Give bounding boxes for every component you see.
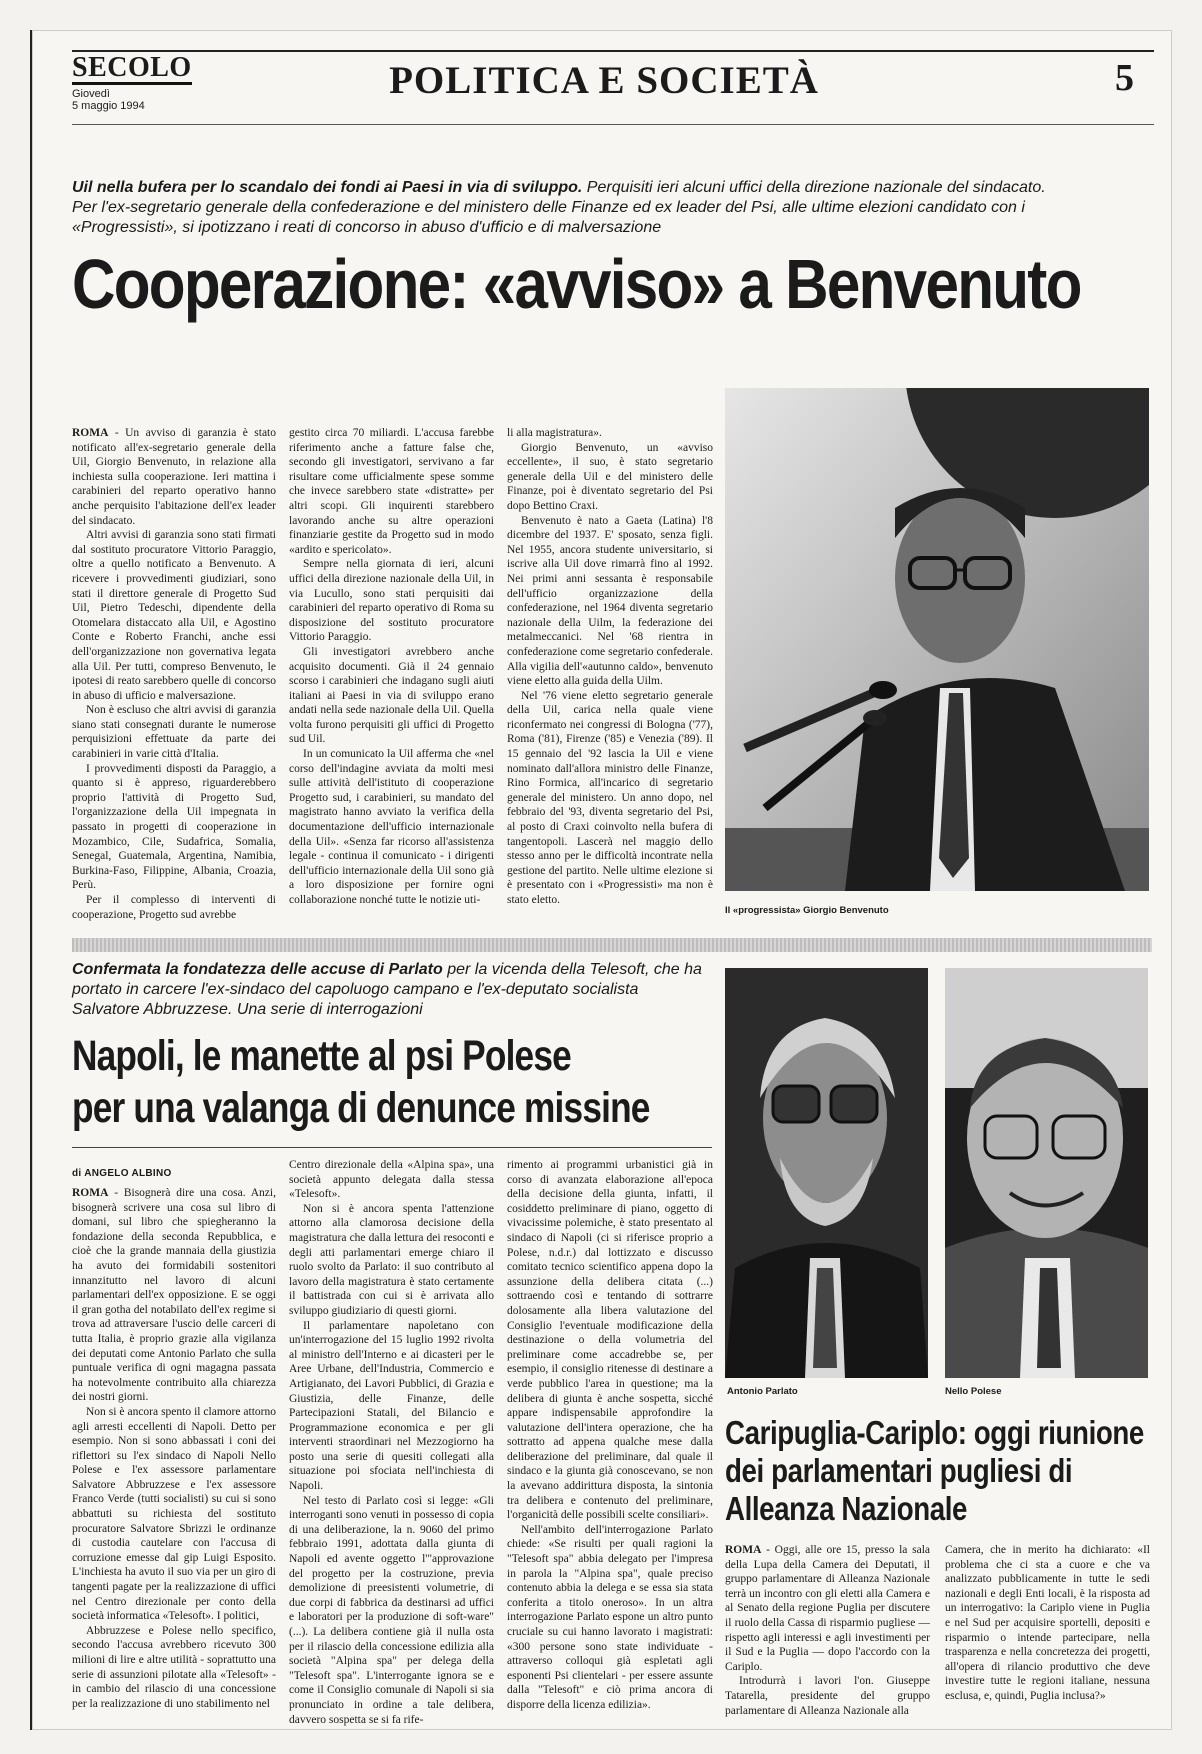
story2-headline-line2: per una valanga di denunce missine — [72, 1084, 650, 1132]
story3-dateline: ROMA — [725, 1544, 762, 1556]
story2-byline: di ANGELO ALBINO — [72, 1168, 172, 1179]
story2-col1-p2: Non si è ancora spento il clamore attorno agli arresti eccellenti di Napoli. Detto per esempio. Non si sono abbassati i coni dei riflettori su l'ex sindaco di Napoli Nello Polese e l'ex assessore parlamentare Salvatore Abbruzzese e l'ex assessore Franco Verde (tutti socialisti) su cui si sono abbattuti su richiesta del sostituto procuratore Salvatore Sbrizzi le ordinanze di custodia cautelare con l'accusa di corruzione emesse dal gip Luigi Esposito. L'inchiesta ha avuto il suo via per un giro di tangenti pagate per la realizzazione di uffici nel Centro direzionale per conto della società informatica «Telesoft». I politici, — [72, 1405, 276, 1623]
story2-column-1 — [72, 1186, 276, 1734]
story2-col1-p1: - Bisognerà dire una cosa. Anzi, bisognerà scrivere una cosa sul libro di domani, sul libro che spiegheranno la fondazione della seconda Repubblica, e cioè che la grande mannaia della giustizia ha avuto dei formidabili sostenitori innanzitutto nel lavoro di alcuni parlamentari dell'ex opposizione. E se oggi il gran gotha del notabilato dell'ex regime si trova ad attraversare l'uscio delle carceri di tutta Italia, è proprio grazie alla vigilanza dei deputati come Antonio Parlato che sulla puntuale verifica di ogni magagna passata ha notevolmente contribuito alla chiarezza dei nostri giorni. — [72, 1187, 276, 1404]
benvenuto-photo — [725, 388, 1149, 891]
story2-col1-p3: Abbruzzese e Polese nello specifico, secondo l'accusa avrebbero ricevuto 300 milioni di lire e altre utilità - soprattutto una serie di assunzioni pilotate alla «Telesoft» - in cambio del rilascio di una concessione per la realizzazione di uno stabilimento nel — [72, 1624, 276, 1710]
benvenuto-photo-illustration — [725, 388, 1149, 891]
story2-col3-p2: Nell'ambito dell'interrogazione Parlato chiede: «Se risulti per quali ragioni la "Telesoft spa" abbia delegato per l'impresa in parola la "Alpina spa", quale preciso contenuto abbia la delega e se essa sia stata conferita a titolo oneroso». In un altra interrogazione Parlato espone un altro punto cruciale su cui hanno lavorato i magistrati: «300 persone sono state individuate - attraverso colloqui già espletati agli esponenti Psi clientelari - per essere assunte dalla "Telesoft" e ciò prima ancora di disporre della licenza edilizia». — [507, 1523, 713, 1711]
story1-col1-p5: Per il complesso di interventi di cooperazione, Progetto sud avrebbe — [72, 894, 276, 921]
story2-dateline: ROMA — [72, 1187, 109, 1199]
story1-col3-p3: Benvenuto è nato a Gaeta (Latina) l'8 dicembre del 1937. E' sposato, senza figli. Nel 1955, ancora studente universitario, si iscrive alla Uil dove rimarrà fino al 1992. Nei primi anni sessanta è responsabile dell'ufficio organizzazione della confederazione, nel 1964 diventa segretario nazionale della Uilm, la federazione dei metalmeccanici. Nel '68 rientra in confederazione come segretario confederale. Alla vigilia dell'«autunno caldo», benvenuto viene eletto alla guida della Uilm. — [507, 514, 713, 688]
story1-column-2 — [289, 426, 494, 934]
polese-caption: Nello Polese — [945, 1386, 1002, 1397]
story3-headline: Caripuglia-Cariplo: oggi riunione dei parlamentari pugliesi di Alleanza Nazionale — [725, 1414, 1144, 1527]
parlato-photo — [725, 968, 928, 1378]
story1-col3-p4: Nel '76 viene eletto segretario generale della Uil, carica nella quale viene riconfermato nei congressi di Bologna ('77), Roma ('81), Firenze ('85) e Venezia ('89). Il 15 gennaio del '92 lascia la Uil e viene nominato dall'allora ministro delle Finanze, Rino Formica, all'incarico di segretario generale del ministero. Un anno dopo, nel febbraio del '93, diventa segretario del Psi, al posto di Craxi coinvolto nella bufera di tangentopoli. Lascerà nel maggio dello stesso anno per le difficoltà incontrate nella gestione del partito. Nelle ultime elezione si è presentato con i «Progressisti» ma non è stato eletto. — [507, 689, 713, 906]
story1-column-3 — [507, 426, 713, 934]
story1-col1-p4: I provvedimenti disposti da Paraggio, a quanto si è appreso, riguarderebbero proprio l'attività di Progetto Sud, l'organizzazione della Uil impegnata in passato in progetti di cooperazione in Mozambico, Cile, Sudafrica, Somalia, Senegal, Guatemala, Argentina, Namibia, Burkina-Faso, Filippine, Albania, Croazia, Perù. — [72, 762, 276, 892]
benvenuto-photo-caption: Il «progressista» Giorgio Benvenuto — [725, 905, 889, 916]
story1-col2-p4: In un comunicato la Uil afferma che «nel corso dell'indagine avviata da molti mesi sulle attività dell'istituto di cooperazione Progetto sud, i carabinieri, su mandato del magistrato hanno avviato la verifica della documentazione dell'ufficio internazionale della Uil». «Senza far ricorso all'assistenza legale - continua il comunicato - i dirigenti dell'ufficio internazionale della Uil sono già a loro disposizione per fornire ogni collaborazione nonché tutte le notizie uti- — [289, 748, 494, 906]
story2-col3-p1: rimento ai programmi urbanistici già in corso di avanzata elaborazione all'epoca della decisione della giunta, infatti, il cosiddetto preliminare di piano, oggetto di vivacissime polemiche, è stato presentato al sindaco di Napoli (ci si riferisce proprio a Polese, n.d.r.) dal lottizzato e discusso comitato tecnico scientifico appena dopo la assunzione della delibera citata (...) sottraendo così e tentando di sottrarre dolosamente alla libera valutazione del Consiglio l'eventuale modificazione della destinazione o della volumetria del preliminare come accadrebbe se, per esempio, il consiglio ritenesse di destinare a verde pubblico l'area in questione; ma la delibera di giunta è anche sospetta, sicché appare indispensabile approfondire la valutazione dell'intera operazione, che ha sottratto ad appena qualche mese dalla deliberazione del preliminare, dal quale il sindaco e la giunta già conoscevano, se non la avevano addirittura disposta, la sintonia tra delibera e contenuto del preliminare, l'organicità delle possibili scelte consiliari». — [507, 1159, 713, 1522]
story1-col1-p3: Non è escluso che altri avvisi di garanzia siano stati consegnati durante le numerose perquisizioni effettuate da parte dei carabinieri in varie città d'Italia. — [72, 704, 276, 761]
story2-col2-p2: Non si è ancora spenta l'attenzione attorno alla clamorosa decisione della magistratura che dalla lettura dei resoconti e degli atti parlamentari emerge chiaro il ruolo svolto da Parlato: il suo contributo al lavoro della magistratura è stato certamente il battistrada con cui si è arrivata allo sviluppo giudiziario di questi giorni. — [289, 1202, 494, 1317]
story1-col1-p1: - Un avviso di garanzia è stato notificato all'ex-segretario generale della Uil, Giorgio Benvenuto, in relazione alla inchiesta sulla cooperazione. Ieri mattina i carabinieri del reparto operativo hanno anche perquisito l'abitazione dell'ex leader del sindacato. — [72, 427, 276, 527]
story1-kicker — [72, 178, 1062, 238]
story1-kicker-bold: Uil nella bufera per lo scandalo dei fondi ai Paesi in via di sviluppo. — [72, 179, 583, 196]
issue-date — [72, 88, 145, 112]
polese-photo-illustration — [945, 968, 1148, 1378]
story1-col3-p1: li alla magistratura». — [507, 427, 602, 439]
parlato-photo-illustration — [725, 968, 928, 1378]
section-title: POLITICA E SOCIETÀ — [389, 59, 819, 102]
story3-col1-p1: - Oggi, alle ore 15, presso la sala della Lupa della Camera dei Deputati, il gruppo parlamentare di Alleanza Nazionale terrà un incontro con gli eletti alla Camera e al Senato della regione Puglia per discutere il ruolo della Cassa di risparmio pugliese — rispetto agli interessi e agli investimenti per il Sud e la Puglia — dopo l'accordo con la Cariplo. — [725, 1544, 930, 1673]
polese-photo — [945, 968, 1148, 1378]
story1-col2-p1: gestito circa 70 miliardi. L'accusa farebbe riferimento anche a fatture false che, secondo gli investigatori, servivano a far risultare come ufficialmente spese somme che invece sarebbero state «distratte» per altri scopi. Gli inquirenti starebbero lavorando anche su altre operazioni finanziarie gestite da Progetto sud in modo «ardito e spericolato». — [289, 427, 494, 556]
story1-kicker-rest: Perquisiti ieri alcuni uffici della direzione nazionale del sindacato. Per l'ex-segretario generale della confederazione e del ministero delle Finanze ed ex leader del Psi, alle ultime elezioni candidato con i «Progressisti», si ipotizzano i reati di concorso in abuso d'ufficio e di malversazione — [72, 179, 1046, 236]
parlato-caption: Antonio Parlato — [727, 1386, 798, 1397]
story2-col2-p1: Centro direzionale della «Alpina spa», una società appunto delegata dalla stessa «Telesoft». — [289, 1159, 494, 1201]
story2-kicker-bold: Confermata la fondatezza delle accuse di Parlato — [72, 961, 443, 978]
story2-headline-line1: Napoli, le manette al psi Polese — [72, 1032, 571, 1080]
story2-column-3 — [507, 1158, 713, 1734]
section-divider — [72, 938, 1152, 952]
masthead — [44, 46, 1154, 126]
story1-headline: Cooperazione: «avviso» a Benvenuto — [72, 245, 1081, 323]
story2-kicker — [72, 960, 702, 1020]
story3-col2-p1: Camera, che in merito ha dichiarato: «Il problema che ci sta a cuore e che va analizzato pubblicamente in tutte le sedi nazionali e degli Enti locali, è la risposta ad un interrogativo: la Cariplo viene in Puglia e nel Sud per acquisire sportelli, depositi e risparmio o intende partecipare, nella trasparenza e nella concretezza dei progetti, all'opera di rilancio produttivo che deve investire tutte le regioni italiane, nessuna esclusa, e, quindi, Puglia inclusa?» — [945, 1544, 1150, 1702]
story2-col2-p3: Il parlamentare napoletano con un'interrogazione del 15 luglio 1992 rivolta al ministro dell'Interno e ai dicasteri per le Aree Urbane, dell'Industria, Commercio e Artigianato, dei Lavori Pubblici, di Grazia e Giustizia, delle Finanze, delle Partecipazioni Statali, del Bilancio e Programmazione economica e per gli interventi straordinari nel Mezzogiorno ha posto una serie di quesiti collegati alla situazione poi sfociata nell'inchiesta di Napoli. — [289, 1319, 494, 1493]
story3-column-1 — [725, 1543, 930, 1733]
story2-kicker-rest: per la vicenda della Telesoft, che ha portato in carcere l'ex-sindaco del capoluogo campano e l'ex-deputato socialista Salvatore Abbruzzese. Una serie di interrogazioni — [72, 961, 702, 1018]
story3-col1-p2: Introdurrà i lavori l'on. Giuseppe Tatarella, presidente del gruppo parlamentare di Alleanza Nazionale alla — [725, 1675, 930, 1717]
newspaper-logo: SECOLO — [72, 52, 192, 83]
story2-column-2 — [289, 1158, 494, 1734]
story1-dateline: ROMA — [72, 427, 109, 439]
story1-col2-p2: Sempre nella giornata di ieri, alcuni uffici della direzione nazionale della Uil, in via Lucullo, sono stati perquisiti dai carabinieri del reparto operativo di Roma su disposizione del sostituto procuratore Vittorio Paraggio. — [289, 558, 494, 644]
page-number: 5 — [1115, 57, 1134, 99]
story1-column-1 — [72, 426, 276, 934]
story1-col1-p2: Altri avvisi di garanzia sono stati firmati dal sostituto procuratore Vittorio Paraggio, oltre a quello notificato a Benvenuto. A ricevere i provvedimenti giudiziari, sono stati il direttore generale di Progetto Sud Uil, Pietro Tedeschi, dipendente della Otomelara distaccato alla Uil, e Agostino Conte e Roberto Franchi, anche essi dell'organizzazione non governativa legata alla Uil. Per tutti, compreso Benvenuto, le ipotesi di reato sarebbero quelle di concorso in abuso di ufficio e malversazione. — [72, 529, 276, 702]
story1-col2-p3: Gli investigatori avrebbero anche acquisito documenti. Già il 24 gennaio scorso i carabinieri che indagano sugli aiuti italiani ai Paesi in via di sviluppo erano andati nella sede nazionale della Uil. Quella volta furono perquisiti gli uffici di Progetto sud Uil. — [289, 645, 494, 746]
story2-col2-p4: Nel testo di Parlato così si legge: «Gli interroganti sono venuti in possesso di copia di una deliberazione, la n. 9060 del primo febbraio 1991, adottata dalla giunta di Napoli ed avente oggetto l'"approvazione del progetto per la costruzione, previa demolizione di preesistenti volumetrie, di due corpi di fabbrica da destinarsi ad uffici e laboratori per la produzione di soft-ware" (...). La delibera contiene già il nulla osta per il rilascio della concessione edilizia alla società "Alpina spa" per delega della "Telesoft spa". L'interrogante ignora se e come il Consiglio comunale di Napoli si sia pronunciato in ordine a tale delibera, davvero sospetta se si fa rife- — [289, 1494, 494, 1726]
masthead-rule — [72, 124, 1154, 125]
story1-col3-p2: Giorgio Benvenuto, un «avviso eccellente», il suo, è stato segretario generale della Uil e del ministero delle Finanze, poi è diventato segretario del Psi dopo Bettino Craxi. — [507, 441, 713, 512]
issue-day: Giovedì — [72, 88, 110, 100]
story2-rule — [72, 1147, 712, 1148]
issue-date-text: 5 maggio 1994 — [72, 100, 145, 112]
story3-column-2 — [945, 1543, 1150, 1733]
story2-headline — [72, 1030, 650, 1134]
